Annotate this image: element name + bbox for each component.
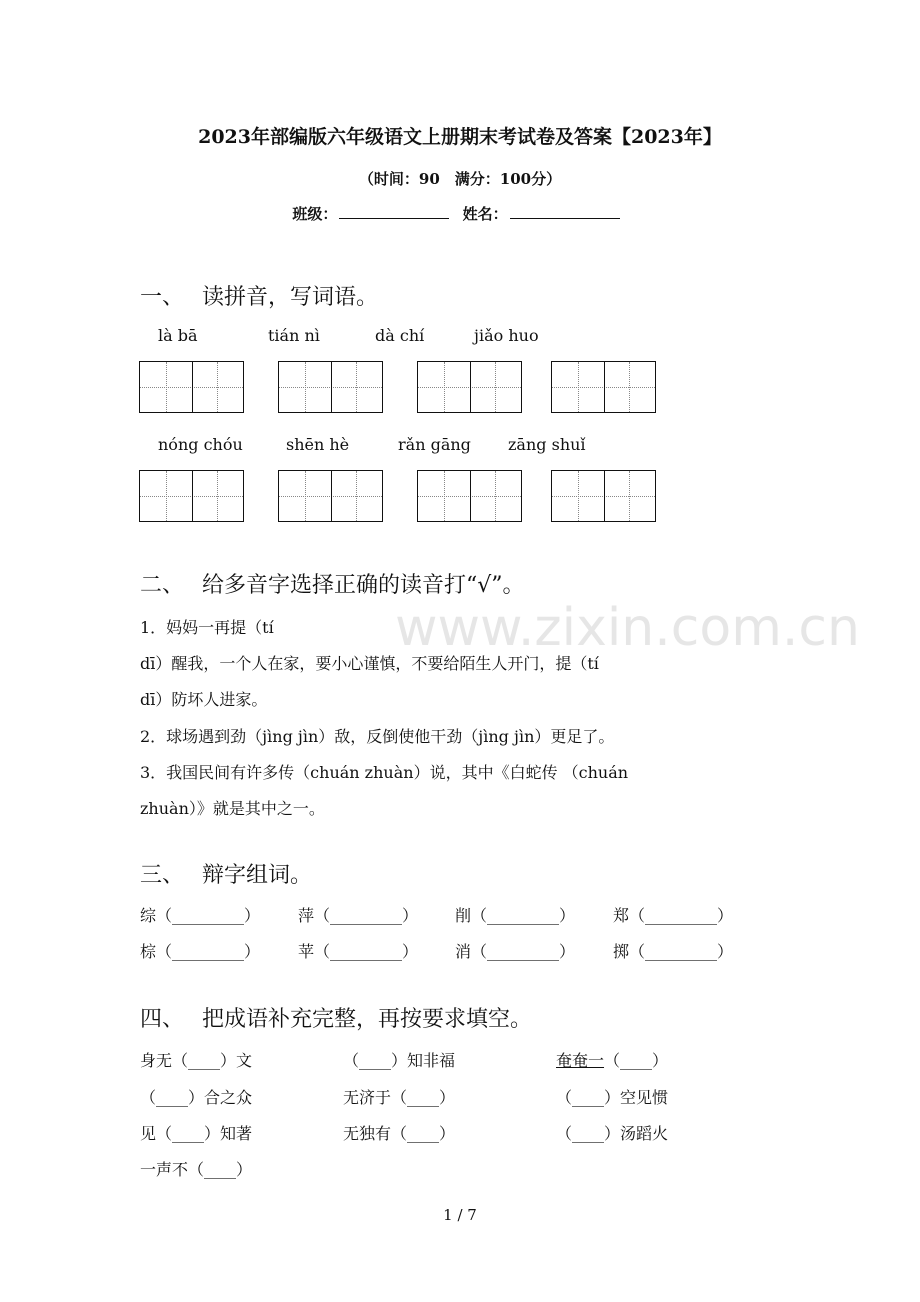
idiom-blank[interactable]: 无济于（____） xyxy=(343,1088,456,1107)
exam-info: （时间：90 满分：100分） xyxy=(358,170,562,188)
idiom-blank[interactable]: 身无（____）文 xyxy=(140,1051,253,1070)
pinyin-label: rǎn gāng xyxy=(398,435,471,454)
question-line: 3．我国民间有许多传（chuán zhuàn）说，其中《白蛇传 （chuán xyxy=(140,763,629,782)
question-line: zhuàn）》就是其中之一。 xyxy=(140,799,325,818)
student-info-line xyxy=(0,203,920,224)
idiom-blank[interactable]: 奄奄一（____） xyxy=(556,1051,669,1070)
pinyin-label: là bā xyxy=(158,326,198,345)
word-blank[interactable]: 棕（_________） xyxy=(140,942,261,961)
page-number: 1 / 7 xyxy=(443,1206,477,1224)
question-line: 2．球场遇到劲（jìng jìn）敌，反倒使他干劲（jìng jìn）更足了。 xyxy=(140,727,615,746)
section-number: 四、 xyxy=(140,1007,185,1032)
pinyin-label: shēn hè xyxy=(286,435,350,454)
writing-grid[interactable] xyxy=(278,470,383,522)
section-number: 二、 xyxy=(140,573,185,598)
section-title: 辩字组词。 xyxy=(202,863,313,888)
question-line: dī）防坏人进家。 xyxy=(140,690,268,709)
word-blank[interactable]: 削（_________） xyxy=(455,906,576,925)
pinyin-label: tián nì xyxy=(268,326,320,345)
name-label: 姓名： xyxy=(462,205,508,223)
class-label: 班级： xyxy=(292,205,338,223)
idiom-blank[interactable]: （____）知非福 xyxy=(343,1051,456,1070)
name-blank[interactable] xyxy=(510,204,620,219)
pinyin-label: nóng chóu xyxy=(158,435,243,454)
word-blank[interactable]: 掷（_________） xyxy=(613,942,734,961)
page-title: 2023年部编版六年级语文上册期末考试卷及答案【2023年】 xyxy=(198,126,722,148)
writing-grid[interactable] xyxy=(417,470,522,522)
question-line: 1．妈妈一再提（tí xyxy=(140,618,274,637)
word-blank[interactable]: 萍（_________） xyxy=(298,906,419,925)
section-title: 把成语补充完整，再按要求填空。 xyxy=(202,1007,533,1032)
watermark: www.zixin.com.cn xyxy=(395,598,860,658)
section-2-heading xyxy=(140,568,525,599)
idiom-blank[interactable]: 见（____）知著 xyxy=(140,1124,253,1143)
section-title: 读拼音，写词语。 xyxy=(202,285,379,310)
class-blank[interactable] xyxy=(339,204,449,219)
idiom-blank[interactable]: （____）空见惯 xyxy=(556,1088,669,1107)
underlined-text: 奄奄一 xyxy=(556,1051,605,1070)
section-title: 给多音字选择正确的读音打“√”。 xyxy=(202,573,525,598)
writing-grid[interactable] xyxy=(417,361,522,413)
question-line: dī）醒我，一个人在家，要小心谨慎，不要给陌生人开门，提（tí xyxy=(140,654,599,673)
writing-grid[interactable] xyxy=(551,361,656,413)
section-3-heading xyxy=(140,858,312,889)
word-blank[interactable]: 郑（_________） xyxy=(613,906,734,925)
section-1-heading xyxy=(140,280,378,311)
writing-grid[interactable] xyxy=(139,361,244,413)
pinyin-label: jiǎo huo xyxy=(474,326,539,345)
word-blank[interactable]: 综（_________） xyxy=(140,906,261,925)
idiom-blank[interactable]: 无独有（____） xyxy=(343,1124,456,1143)
idiom-blank[interactable]: 一声不（____） xyxy=(140,1160,253,1179)
writing-grid[interactable] xyxy=(139,470,244,522)
section-number: 三、 xyxy=(140,863,185,888)
word-blank[interactable]: 苹（_________） xyxy=(298,942,419,961)
idiom-blank[interactable]: （____）合之众 xyxy=(140,1088,253,1107)
idiom-blank[interactable]: （____）汤蹈火 xyxy=(556,1124,669,1143)
writing-grid[interactable] xyxy=(551,470,656,522)
pinyin-label: dà chí xyxy=(375,326,425,345)
section-number: 一、 xyxy=(140,285,185,310)
pinyin-label: zāng shuǐ xyxy=(508,435,586,454)
writing-grid[interactable] xyxy=(278,361,383,413)
section-4-heading xyxy=(140,1002,532,1033)
word-blank[interactable]: 消（_________） xyxy=(455,942,576,961)
